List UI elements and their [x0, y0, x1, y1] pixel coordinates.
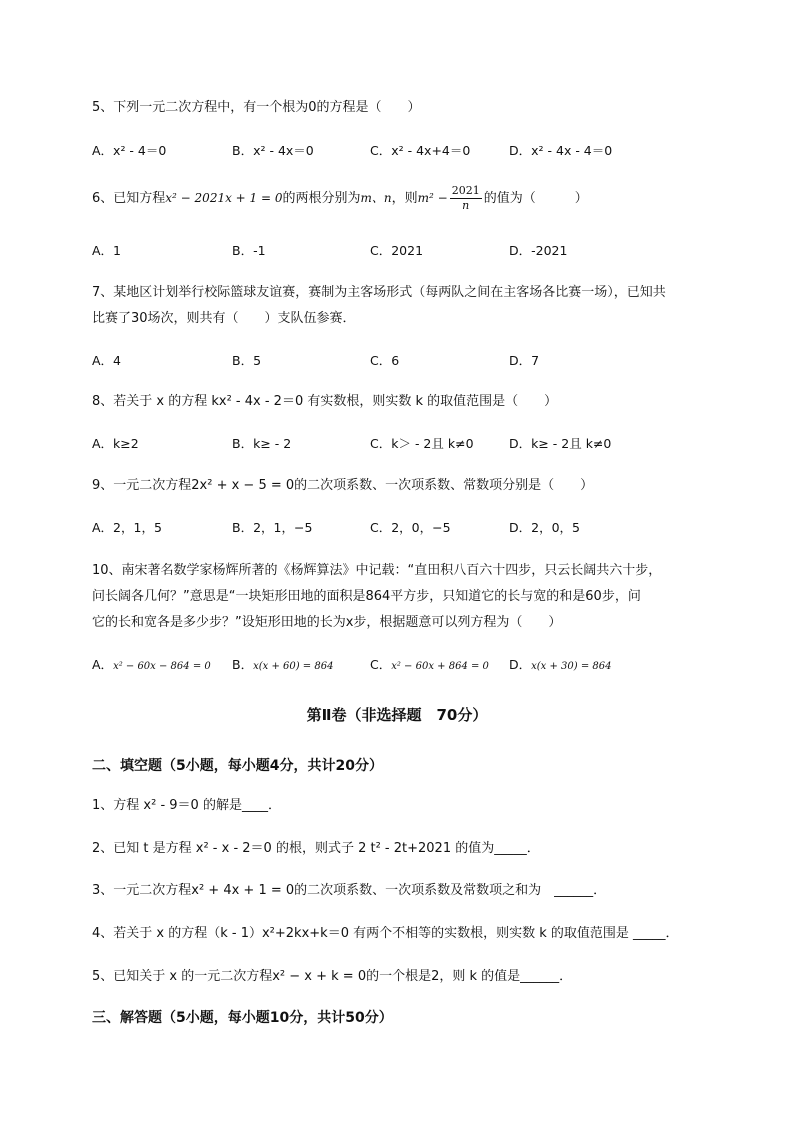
option-label: C．	[370, 657, 392, 672]
question-8-option-d: D．k≥ - 2且 k≠0	[509, 436, 612, 451]
option-label: B．	[232, 657, 254, 672]
question-7-stem-line-1: 7、某地区计划举行校际篮球友谊赛，赛制为主客场形式（每两队之间在主客场各比赛一场），已知共	[92, 285, 666, 300]
fill-blank-item-4: 4、若关于 x 的方程（k - 1）x²+2kx+k＝0 有两个不相等的实数根，则实数 k 的取值范围是 _____．	[92, 926, 679, 941]
question-7-option-c: C．6	[370, 353, 400, 368]
fill-blank-item-2: 2、已知 t 是方程 x² - x - 2＝0 的根，则式子 2 t² - 2t+2021 的值为_____．	[92, 841, 540, 856]
question-10-option-a	[92, 656, 211, 676]
fill-blank-item-5: 5、已知关于 x 的一元二次方程x² − x + k = 0的一个根是2，则 k 的值是______．	[92, 969, 573, 984]
question-7-stem-line-2: 比赛了30场次，则共有（ ）支队伍参赛．	[92, 311, 356, 326]
fraction-numerator: 2021	[451, 184, 480, 197]
question-8-option-c: C．k＞ - 2且 k≠0	[370, 436, 474, 451]
question-8-option-a: A．k≥2	[92, 436, 139, 451]
question-10-stem-line-2: 问长阔各几何？”意思是“一块矩形田地的面积是864平方步，只知道它的长与宽的和是60步，问	[92, 589, 641, 604]
question-5-option-c: C．x² - 4x+4＝0	[370, 143, 471, 158]
question-5-option-a: A．x² - 4＝0	[92, 143, 167, 158]
question-6-roots: m、n	[360, 191, 392, 205]
section-3-heading: 三、解答题（5小题，每小题10分，共计50分）	[92, 1010, 393, 1026]
question-9-option-d: D．2，0，5	[509, 520, 580, 535]
question-9-option-b: B．2，1，−5	[232, 520, 313, 535]
option-label: D．	[509, 657, 532, 672]
question-10-stem-line-3: 它的长和宽各是多少步？”设矩形田地的长为x步，根据题意可以列方程为（ ）	[92, 615, 562, 630]
question-6-stem	[92, 184, 588, 213]
question-10-option-c	[370, 656, 489, 676]
question-8-option-b: B．k≥ - 2	[232, 436, 292, 451]
question-5-option-d: D．x² - 4x - 4＝0	[509, 143, 613, 158]
question-5-option-b: B．x² - 4x＝0	[232, 143, 314, 158]
option-expression: x(x + 60) = 864	[253, 661, 334, 672]
question-6-option-c: C．2021	[370, 243, 424, 258]
question-10-stem-line-1: 10、南宋著名数学家杨辉所著的《杨辉算法》中记载：“直田积八百六十四步，只云长阔共六十步，	[92, 563, 662, 578]
fill-blank-item-3: 3、一元二次方程x² + 4x + 1 = 0的二次项系数、一次项系数及常数项之和为 ______．	[92, 883, 607, 898]
question-7-option-a: A．4	[92, 353, 122, 368]
question-6-stem-before: 6、已知方程	[92, 191, 166, 206]
fraction-denominator: n	[462, 199, 470, 212]
part-2-title: 第Ⅱ卷（非选择题 70分）	[306, 706, 488, 724]
question-7-option-d: D．7	[509, 353, 540, 368]
option-expression: x(x + 30) = 864	[531, 661, 612, 672]
fill-blank-item-1: 1、方程 x² - 9＝0 的解是____．	[92, 798, 281, 813]
option-expression: x² − 60x + 864 = 0	[391, 661, 489, 672]
question-10-option-d	[509, 656, 612, 676]
question-6-fraction	[450, 184, 482, 213]
question-6-option-a: A．1	[92, 243, 122, 258]
question-6-stem-after: 的值为（ ）	[483, 191, 588, 206]
question-6-stem-mid: 的两根分别为	[282, 191, 361, 206]
question-9-stem: 9、一元二次方程2x² + x − 5 = 0的二次项系数、一次项系数、常数项分别是（ ）	[92, 478, 594, 493]
question-6-expression: m² −	[417, 191, 448, 205]
question-5-stem: 5、下列一元二次方程中，有一个根为0的方程是（ ）	[92, 100, 421, 115]
question-9-option-a: A．2，1，5	[92, 520, 162, 535]
option-label: A．	[92, 657, 114, 672]
option-expression: x² − 60x − 864 = 0	[113, 661, 211, 672]
question-9-option-c: C．2，0，−5	[370, 520, 451, 535]
question-8-stem: 8、若关于 x 的方程 kx² - 4x - 2＝0 有实数根，则实数 k 的取值范围是（ ）	[92, 394, 558, 409]
question-6-option-b: B．-1	[232, 243, 266, 258]
question-6-stem-then: ，则	[391, 191, 418, 206]
question-7-option-b: B．5	[232, 353, 262, 368]
question-6-equation: x² − 2021x + 1 = 0	[165, 191, 283, 205]
section-2-heading: 二、填空题（5小题，每小题4分，共计20分）	[92, 758, 383, 774]
question-6-option-d: D．-2021	[509, 243, 568, 258]
question-10-option-b	[232, 656, 333, 676]
